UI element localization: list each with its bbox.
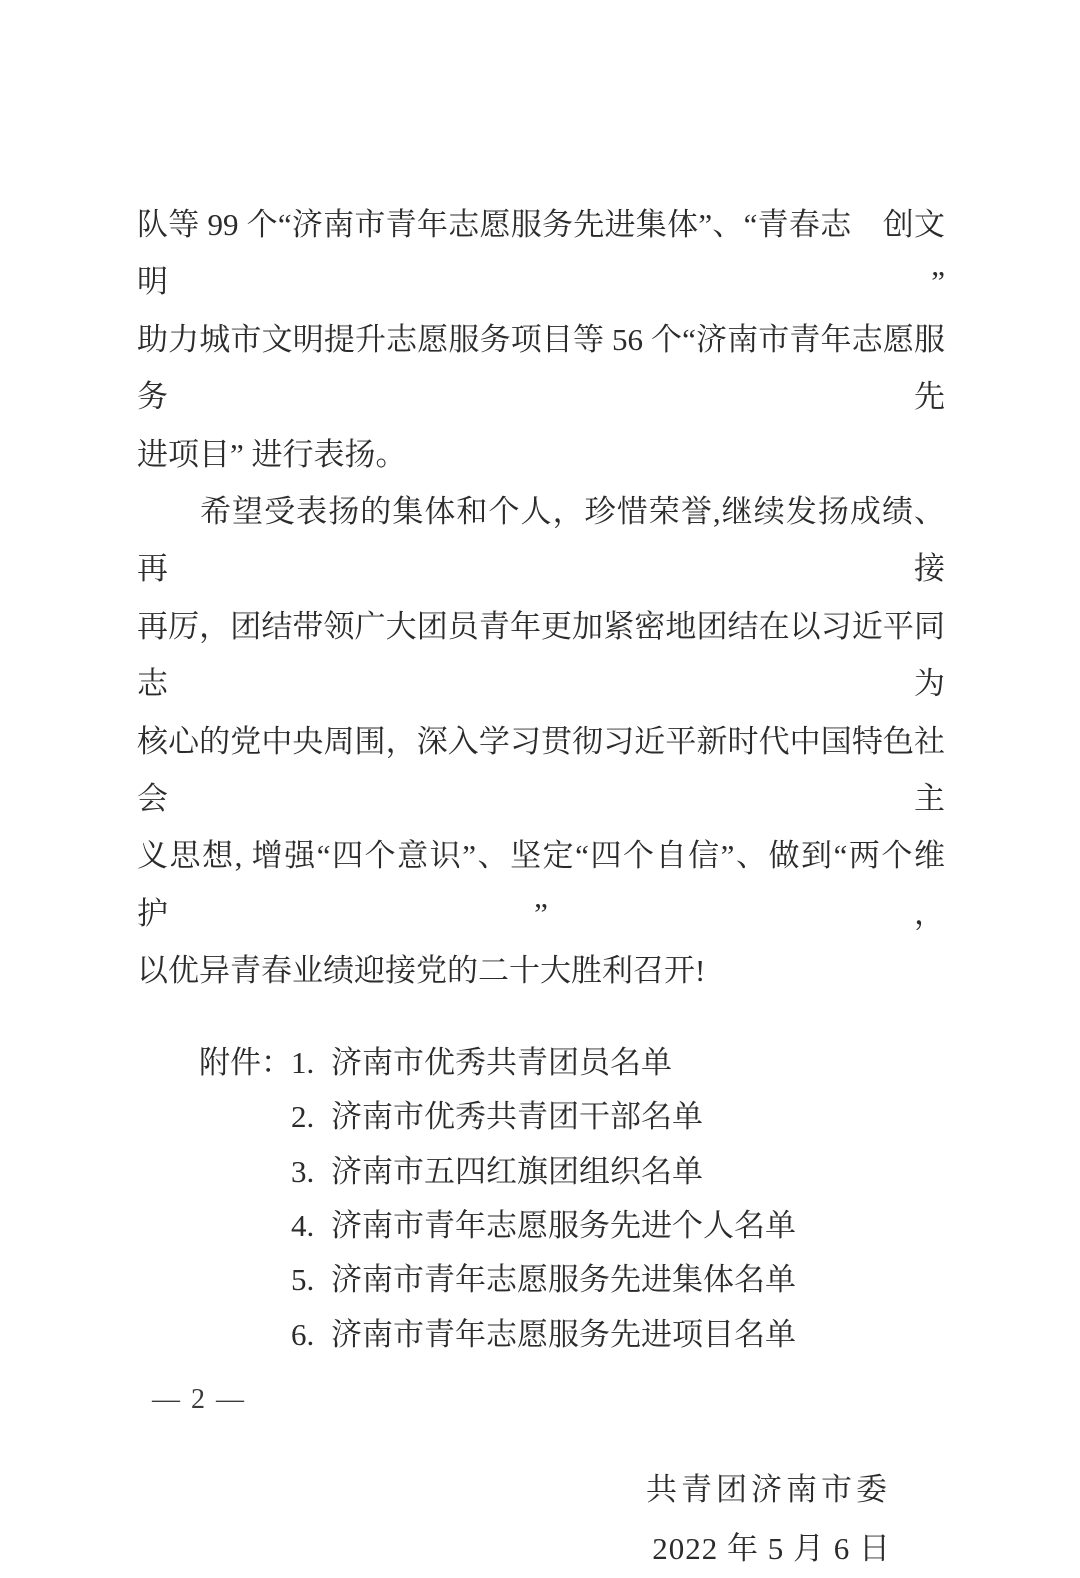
attachment-title: 济南市优秀共青团干部名单 xyxy=(331,1099,703,1135)
signature-date: 2022 年 5 月 6 日 xyxy=(652,1531,891,1567)
attachment-number: 3. xyxy=(291,1153,315,1189)
attachment-number: 6. xyxy=(291,1316,315,1352)
attachment-row xyxy=(199,1145,945,1199)
attachment-row xyxy=(199,1199,945,1253)
attachment-row xyxy=(199,1253,945,1307)
attachment-title: 济南市青年志愿服务先进项目名单 xyxy=(331,1316,796,1352)
attachment-number: 4. xyxy=(291,1207,315,1243)
paragraph-2-line-4: 义思想, 增强“四个意识”、坚定“四个自信”、做到“两个维护”， xyxy=(137,838,945,931)
paragraph-2 xyxy=(137,483,945,1000)
attachments-label: 附件： xyxy=(199,1044,292,1080)
page-number: — 2 — xyxy=(152,1384,246,1415)
paragraph-2-line-2: 再厉，团结带领广大团员青年更加紧密地团结在以习近平同志为 xyxy=(137,608,945,702)
attachments-section xyxy=(199,1036,945,1362)
paragraph-2-line-1: 希望受表扬的集体和个人，珍惜荣誉,继续发扬成绩、再接 xyxy=(137,494,945,587)
signature-block xyxy=(137,1460,945,1578)
document-body xyxy=(137,196,945,1578)
paragraph-2-line-5: 以优异青春业绩迎接党的二十大胜利召开! xyxy=(137,953,706,989)
attachment-title: 济南市青年志愿服务先进个人名单 xyxy=(331,1207,796,1243)
attachment-number: 1. xyxy=(291,1044,315,1080)
paragraph-1-line-3: 进项目” 进行表扬。 xyxy=(137,436,407,472)
paragraph-1-line-1: 队等 99 个“济南市青年志愿服务先进集体”、“青春志 创文明” xyxy=(137,207,945,300)
attachment-title: 济南市优秀共青团员名单 xyxy=(331,1044,672,1080)
attachment-title: 济南市五四红旗团组织名单 xyxy=(331,1153,703,1189)
paragraph-2-line-3: 核心的党中央周围，深入学习贯彻习近平新时代中国特色社会主 xyxy=(137,723,945,817)
attachment-number: 2. xyxy=(291,1099,315,1135)
paragraph-1 xyxy=(137,196,945,483)
attachment-row xyxy=(199,1090,945,1144)
attachment-row xyxy=(199,1308,945,1362)
paragraph-1-line-2: 助力城市文明提升志愿服务项目等 56 个“济南市青年志愿服务先 xyxy=(137,321,945,415)
signature-organization: 共青团济南市委 xyxy=(646,1472,891,1508)
attachment-row xyxy=(199,1036,945,1090)
attachment-number: 5. xyxy=(291,1262,315,1298)
attachment-title: 济南市青年志愿服务先进集体名单 xyxy=(331,1262,796,1298)
